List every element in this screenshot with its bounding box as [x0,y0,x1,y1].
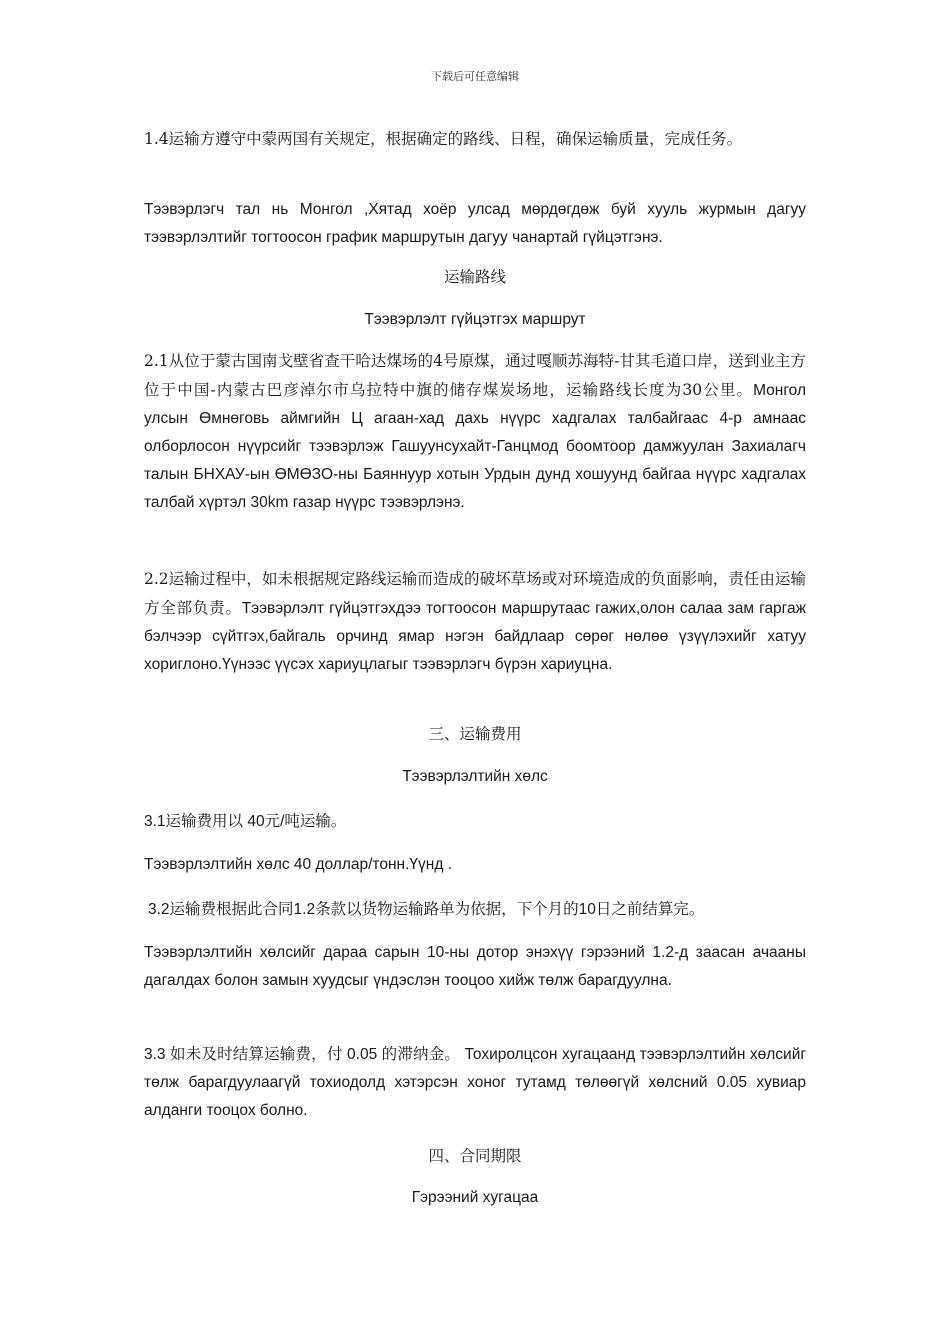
section-3-title-mn: Тээвэрлэлтийн хөлс [402,768,548,785]
section-4-title-cn: 四、合同期限 [428,1147,522,1165]
clause-2-2-mn: Тээвэрлэлт гүйцэтгэхдээ тогтоосон маршрутаас гажих,олон салаа зам гаргаж бэлчээр сүйтгэх,байгаль орчинд ямар нэгэн байдлаар сөрөг нөлөө үзүүлэхийг хатуу хориглоно.Үүнээс үүсэх хариуцлагыг тээвэрлэгч бүрэн хариуцна. [144,600,806,673]
clause-3-1-cn: 3.1运输费用以 40元/吨运输。 [144,813,347,830]
section-2-title-cn: 运输路线 [443,268,506,286]
clause-2-1-mn: Монгол улсын Өмнөговь аймгийн Ц агаан-хад дахь нүүрс хадгалах талбайгаас 4-р амнаас олборлосон нүүрсийг тээвэрлэж Гашуунсухайт-Ганцмод боомтоор дамжуулан Захиалагч талын БНХАУ-ын ӨМӨЗО-ны Баяннуур хотын Урдын дунд хошуунд байгаа нүүрс хадгалах талбай хүртэл 30km газар нүүрс тээвэрлэнэ. [144,382,806,511]
clause-1-4-mn: Тээвэрлэгч тал нь Монгол ,Хятад хоёр улсад мөрдөгдөж буй хууль журмын дагуу тээвэрлэлтийг тогтоосон график маршрутын дагуу чанартай гүйцэтгэнэ. [144,201,806,246]
section-4-title-mn: Гэрээний хугацаа [411,1189,539,1206]
clause-2-2 [144,565,806,679]
clause-2-1-cn: 2.1从位于蒙古国南戈壁省查干哈达煤场的4号原煤，通过嘎顺苏海特-甘其毛道口岸，送到业主方位于中国-内蒙古巴彦淖尔市乌拉特中旗的储存煤炭场地，运输路线长度为30公里。 [144,352,806,399]
section-2-title-mn: Тээвэрлэлт гүйцэтгэх маршрут [364,311,586,328]
clause-3-2-mn: Тээвэрлэлтийн хөлсийг дараа сарын 10-ны дотор энэхүү гэрээний 1.2-д заасан ачааны дагалдах болон замын хуудсыг үндэслэн тооцоо хийж төлж барагдуулна. [144,944,806,989]
page-header: 下载后可任意编辑 [431,70,519,83]
clause-1-4-cn: 1.4运输方遵守中蒙两国有关规定，根据确定的路线、日程，确保运输质量，完成任务。 [144,130,743,148]
clause-3-3-cn: 3.3 如未及时结算运输费，付 0.05 的滞纳金。 [144,1046,461,1063]
clause-3-3-mn: Тохиролцсон хугацаанд тээвэрлэлтийн хөлсийг төлж барагдуулаагүй тохиодолд хэтэрсэн хоног тутамд төлөөгүй хөлсний 0.05 хувиар алданги тооцох болно. [144,1046,807,1119]
clause-3-2-cn: 3.2运输费根据此合同1.2条款以货物运输路单为依据，下个月的10日之前结算完。 [148,901,705,918]
clause-3-3 [144,1041,806,1125]
section-3-title-cn: 三、运输费用 [428,725,522,743]
clause-2-1 [144,347,806,517]
clause-2-2-cn: 2.2运输过程中，如未根据规定路线运输而造成的破坏草场或对环境造成的负面影响，责任由运输方全部负责。 [144,570,806,617]
clause-3-1-mn: Тээвэрлэлтийн хөлс 40 доллар/тонн.Үүнд . [144,856,452,873]
